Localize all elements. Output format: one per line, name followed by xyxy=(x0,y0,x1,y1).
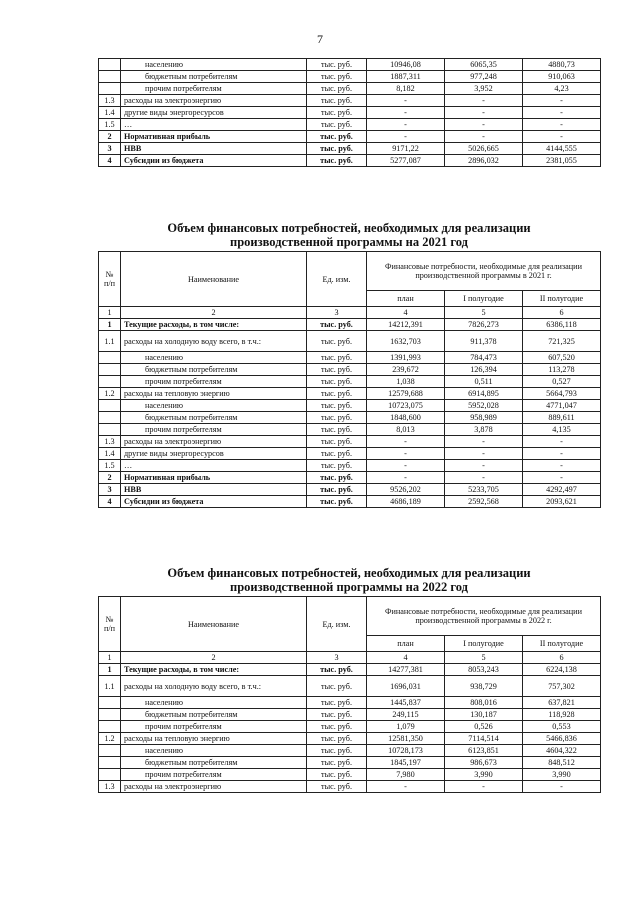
row-name: Нормативная прибыль xyxy=(121,472,307,484)
row-name: расходы на тепловую энергию xyxy=(121,388,307,400)
row-name: другие виды энергоресурсов xyxy=(121,448,307,460)
table-row xyxy=(99,757,601,769)
row-unit: тыс. руб. xyxy=(307,733,367,745)
row-name: Текущие расходы, в том числе: xyxy=(121,319,307,331)
row-half1: 5952,028 xyxy=(445,400,523,412)
header-financial-needs: Финансовые потребности, необходимые для реализации производственной программы в 2021 г. xyxy=(367,252,601,291)
table-row xyxy=(99,83,601,95)
table-row xyxy=(99,412,601,424)
row-number xyxy=(99,400,121,412)
row-name: населению xyxy=(121,697,307,709)
row-half1: 3,952 xyxy=(445,83,523,95)
row-half2: 118,928 xyxy=(523,709,601,721)
row-half1: 130,187 xyxy=(445,709,523,721)
table-row xyxy=(99,331,601,352)
table-row xyxy=(99,745,601,757)
row-number xyxy=(99,71,121,83)
table-row xyxy=(99,95,601,107)
row-half2: 0,527 xyxy=(523,376,601,388)
row-half1: 2896,032 xyxy=(445,155,523,167)
row-name: расходы на электроэнергию xyxy=(121,95,307,107)
row-name: прочим потребителям xyxy=(121,721,307,733)
row-plan: 14277,381 xyxy=(367,664,445,676)
header-num: № п/п xyxy=(99,252,121,307)
row-number: 1.1 xyxy=(99,331,121,352)
row-unit: тыс. руб. xyxy=(307,364,367,376)
table-row xyxy=(99,448,601,460)
row-plan: 10946,08 xyxy=(367,59,445,71)
row-half1: 808,016 xyxy=(445,697,523,709)
table-2022-header xyxy=(99,597,601,664)
row-number xyxy=(99,59,121,71)
row-half1: 986,673 xyxy=(445,757,523,769)
row-half1: 3,990 xyxy=(445,769,523,781)
row-half2: 5664,793 xyxy=(523,388,601,400)
row-half2: 6224,138 xyxy=(523,664,601,676)
row-name: расходы на электроэнергию xyxy=(121,436,307,448)
row-unit: тыс. руб. xyxy=(307,769,367,781)
row-unit: тыс. руб. xyxy=(307,119,367,131)
table-row xyxy=(99,131,601,143)
row-number xyxy=(99,745,121,757)
row-number: 1 xyxy=(99,319,121,331)
row-plan: 8,013 xyxy=(367,424,445,436)
financial-needs-2022-table xyxy=(98,596,601,793)
row-half1: 6914,895 xyxy=(445,388,523,400)
row-plan: - xyxy=(367,436,445,448)
row-unit: тыс. руб. xyxy=(307,388,367,400)
header-half1: I полугодие xyxy=(445,291,523,307)
column-index: 1 xyxy=(99,652,121,664)
row-plan: 249,115 xyxy=(367,709,445,721)
row-unit: тыс. руб. xyxy=(307,721,367,733)
row-half2: 4292,497 xyxy=(523,484,601,496)
header-half1: I полугодие xyxy=(445,636,523,652)
column-index: 5 xyxy=(445,652,523,664)
column-index: 2 xyxy=(121,307,307,319)
row-unit: тыс. руб. xyxy=(307,709,367,721)
row-unit: тыс. руб. xyxy=(307,155,367,167)
header-plan: план xyxy=(367,636,445,652)
row-name: бюджетным потребителям xyxy=(121,71,307,83)
top-continuation-table xyxy=(98,58,601,167)
row-number xyxy=(99,83,121,95)
table-row xyxy=(99,388,601,400)
row-name: бюджетным потребителям xyxy=(121,412,307,424)
row-plan: - xyxy=(367,460,445,472)
row-unit: тыс. руб. xyxy=(307,376,367,388)
row-unit: тыс. руб. xyxy=(307,352,367,364)
row-half2: 2093,621 xyxy=(523,496,601,508)
row-name: населению xyxy=(121,745,307,757)
row-unit: тыс. руб. xyxy=(307,131,367,143)
row-half1: - xyxy=(445,448,523,460)
row-plan: 5277,087 xyxy=(367,155,445,167)
row-plan: 9526,202 xyxy=(367,484,445,496)
row-plan: 1,038 xyxy=(367,376,445,388)
row-unit: тыс. руб. xyxy=(307,484,367,496)
row-plan: - xyxy=(367,95,445,107)
row-name: расходы на электроэнергию xyxy=(121,781,307,793)
header-name: Наименование xyxy=(121,252,307,307)
row-plan: 12579,688 xyxy=(367,388,445,400)
row-plan: 1696,031 xyxy=(367,676,445,697)
section-2021-title xyxy=(98,221,600,249)
section-2022-title xyxy=(98,566,600,594)
row-number: 2 xyxy=(99,472,121,484)
row-plan: 10728,173 xyxy=(367,745,445,757)
table-row xyxy=(99,155,601,167)
row-half2: 0,553 xyxy=(523,721,601,733)
table-row xyxy=(99,664,601,676)
row-number xyxy=(99,352,121,364)
table-row xyxy=(99,676,601,697)
row-half1: 0,526 xyxy=(445,721,523,733)
column-index: 4 xyxy=(367,307,445,319)
row-name: НВВ xyxy=(121,484,307,496)
row-number xyxy=(99,697,121,709)
row-name: Субсидии из бюджета xyxy=(121,496,307,508)
row-name: Нормативная прибыль xyxy=(121,131,307,143)
row-half1: 7114,514 xyxy=(445,733,523,745)
row-plan: - xyxy=(367,472,445,484)
row-half2: 721,325 xyxy=(523,331,601,352)
row-number: 1.3 xyxy=(99,436,121,448)
row-plan: 10723,075 xyxy=(367,400,445,412)
row-name: бюджетным потребителям xyxy=(121,709,307,721)
row-name: Субсидии из бюджета xyxy=(121,155,307,167)
row-unit: тыс. руб. xyxy=(307,781,367,793)
row-half1: - xyxy=(445,436,523,448)
row-name: … xyxy=(121,460,307,472)
row-half1: 8053,243 xyxy=(445,664,523,676)
row-number: 1 xyxy=(99,664,121,676)
column-index: 6 xyxy=(523,307,601,319)
financial-needs-2021-table xyxy=(98,251,601,508)
row-name: расходы на холодную воду всего, в т.ч.: xyxy=(121,331,307,352)
row-half1: 938,729 xyxy=(445,676,523,697)
row-plan: 1445,837 xyxy=(367,697,445,709)
row-plan: - xyxy=(367,119,445,131)
row-half2: - xyxy=(523,95,601,107)
row-plan: 8,182 xyxy=(367,83,445,95)
row-number: 4 xyxy=(99,155,121,167)
row-half1: 958,989 xyxy=(445,412,523,424)
row-plan: - xyxy=(367,107,445,119)
row-number: 1.1 xyxy=(99,676,121,697)
row-name: … xyxy=(121,119,307,131)
row-half1: - xyxy=(445,119,523,131)
row-plan: 1845,197 xyxy=(367,757,445,769)
table-row xyxy=(99,697,601,709)
table-row xyxy=(99,143,601,155)
row-name: расходы на холодную воду всего, в т.ч.: xyxy=(121,676,307,697)
row-half2: 4771,047 xyxy=(523,400,601,412)
table-row xyxy=(99,107,601,119)
row-number: 1.5 xyxy=(99,460,121,472)
row-number xyxy=(99,757,121,769)
table-row xyxy=(99,71,601,83)
row-half2: 4604,322 xyxy=(523,745,601,757)
row-number: 1.2 xyxy=(99,388,121,400)
row-half2: 5466,836 xyxy=(523,733,601,745)
table-row xyxy=(99,319,601,331)
row-half2: 637,821 xyxy=(523,697,601,709)
row-unit: тыс. руб. xyxy=(307,424,367,436)
row-plan: 7,980 xyxy=(367,769,445,781)
row-half1: 7826,273 xyxy=(445,319,523,331)
row-name: бюджетным потребителям xyxy=(121,757,307,769)
row-name: расходы на тепловую энергию xyxy=(121,733,307,745)
row-plan: 1887,311 xyxy=(367,71,445,83)
column-index: 1 xyxy=(99,307,121,319)
row-unit: тыс. руб. xyxy=(307,319,367,331)
row-number: 1.2 xyxy=(99,733,121,745)
row-number xyxy=(99,424,121,436)
row-number xyxy=(99,721,121,733)
row-half1: 977,248 xyxy=(445,71,523,83)
table-row xyxy=(99,364,601,376)
row-half1: 6123,851 xyxy=(445,745,523,757)
row-half2: 3,990 xyxy=(523,769,601,781)
table-row xyxy=(99,781,601,793)
row-name: Текущие расходы, в том числе: xyxy=(121,664,307,676)
row-plan: - xyxy=(367,448,445,460)
row-number xyxy=(99,412,121,424)
row-name: бюджетным потребителям xyxy=(121,364,307,376)
row-unit: тыс. руб. xyxy=(307,331,367,352)
row-half1: 2592,568 xyxy=(445,496,523,508)
row-half1: 784,473 xyxy=(445,352,523,364)
table-row xyxy=(99,59,601,71)
row-half2: 910,063 xyxy=(523,71,601,83)
row-plan: - xyxy=(367,781,445,793)
row-unit: тыс. руб. xyxy=(307,400,367,412)
row-unit: тыс. руб. xyxy=(307,472,367,484)
row-half2: 4,23 xyxy=(523,83,601,95)
row-half1: - xyxy=(445,95,523,107)
column-index: 6 xyxy=(523,652,601,664)
row-half1: 126,394 xyxy=(445,364,523,376)
row-plan: 4686,189 xyxy=(367,496,445,508)
row-name: другие виды энергоресурсов xyxy=(121,107,307,119)
row-half1: 0,511 xyxy=(445,376,523,388)
page-number: 7 xyxy=(317,32,323,46)
table-2022-body xyxy=(99,664,601,793)
row-half2: 4144,555 xyxy=(523,143,601,155)
row-half2: 4880,73 xyxy=(523,59,601,71)
row-unit: тыс. руб. xyxy=(307,745,367,757)
table-row xyxy=(99,472,601,484)
row-name: населению xyxy=(121,400,307,412)
row-number: 4 xyxy=(99,496,121,508)
row-plan: 14212,391 xyxy=(367,319,445,331)
table-row xyxy=(99,721,601,733)
row-half2: - xyxy=(523,460,601,472)
table-row xyxy=(99,424,601,436)
row-half2: - xyxy=(523,436,601,448)
row-half2: 757,302 xyxy=(523,676,601,697)
table-row xyxy=(99,460,601,472)
row-half1: 911,378 xyxy=(445,331,523,352)
header-num: № п/п xyxy=(99,597,121,652)
row-number: 3 xyxy=(99,143,121,155)
row-half2: 607,520 xyxy=(523,352,601,364)
row-name: населению xyxy=(121,59,307,71)
row-half1: - xyxy=(445,131,523,143)
row-unit: тыс. руб. xyxy=(307,664,367,676)
row-plan: 1632,703 xyxy=(367,331,445,352)
column-index: 4 xyxy=(367,652,445,664)
row-unit: тыс. руб. xyxy=(307,143,367,155)
table-row xyxy=(99,400,601,412)
row-number: 1.5 xyxy=(99,119,121,131)
row-half1: - xyxy=(445,472,523,484)
row-unit: тыс. руб. xyxy=(307,460,367,472)
row-half1: 6065,35 xyxy=(445,59,523,71)
row-half1: 5233,705 xyxy=(445,484,523,496)
row-unit: тыс. руб. xyxy=(307,697,367,709)
row-half2: 113,278 xyxy=(523,364,601,376)
top-table-body xyxy=(99,59,601,167)
row-unit: тыс. руб. xyxy=(307,448,367,460)
row-number: 1.4 xyxy=(99,107,121,119)
row-half1: - xyxy=(445,460,523,472)
row-number xyxy=(99,376,121,388)
row-half1: - xyxy=(445,107,523,119)
row-half2: 4,135 xyxy=(523,424,601,436)
table-row xyxy=(99,436,601,448)
row-half2: 848,512 xyxy=(523,757,601,769)
row-unit: тыс. руб. xyxy=(307,412,367,424)
row-half2: - xyxy=(523,131,601,143)
row-name: прочим потребителям xyxy=(121,769,307,781)
table-2021-header xyxy=(99,252,601,319)
row-half1: - xyxy=(445,781,523,793)
header-financial-needs: Финансовые потребности, необходимые для реализации производственной программы в 2022 г. xyxy=(367,597,601,636)
row-unit: тыс. руб. xyxy=(307,676,367,697)
column-index: 3 xyxy=(307,652,367,664)
row-unit: тыс. руб. xyxy=(307,436,367,448)
row-half2: - xyxy=(523,781,601,793)
row-half2: 889,611 xyxy=(523,412,601,424)
table-row xyxy=(99,733,601,745)
row-half2: - xyxy=(523,107,601,119)
row-unit: тыс. руб. xyxy=(307,107,367,119)
section-2021-title-line2: производственной программы на 2021 год xyxy=(230,235,468,249)
row-plan: 12581,350 xyxy=(367,733,445,745)
header-unit: Ед. изм. xyxy=(307,252,367,307)
row-unit: тыс. руб. xyxy=(307,496,367,508)
row-half2: - xyxy=(523,472,601,484)
row-number: 1.4 xyxy=(99,448,121,460)
header-half2: II полугодие xyxy=(523,636,601,652)
row-half2: - xyxy=(523,119,601,131)
row-plan: 1848,600 xyxy=(367,412,445,424)
header-plan: план xyxy=(367,291,445,307)
row-name: НВВ xyxy=(121,143,307,155)
row-name: прочим потребителям xyxy=(121,376,307,388)
row-plan: 1391,993 xyxy=(367,352,445,364)
table-row xyxy=(99,484,601,496)
row-number: 3 xyxy=(99,484,121,496)
row-half2: 6386,118 xyxy=(523,319,601,331)
row-half1: 3,878 xyxy=(445,424,523,436)
row-half2: 2381,055 xyxy=(523,155,601,167)
column-index: 5 xyxy=(445,307,523,319)
row-number: 2 xyxy=(99,131,121,143)
table-2021-body xyxy=(99,319,601,508)
table-row xyxy=(99,709,601,721)
row-unit: тыс. руб. xyxy=(307,95,367,107)
row-unit: тыс. руб. xyxy=(307,757,367,769)
section-2021-title-line1: Объем финансовых потребностей, необходимых для реализации xyxy=(167,221,531,235)
header-half2: II полугодие xyxy=(523,291,601,307)
row-name: прочим потребителям xyxy=(121,83,307,95)
row-number xyxy=(99,364,121,376)
section-2022-title-line2: производственной программы на 2022 год xyxy=(230,580,468,594)
column-index: 3 xyxy=(307,307,367,319)
row-unit: тыс. руб. xyxy=(307,71,367,83)
row-unit: тыс. руб. xyxy=(307,59,367,71)
header-name: Наименование xyxy=(121,597,307,652)
table-row xyxy=(99,496,601,508)
row-plan: 9171,22 xyxy=(367,143,445,155)
row-plan: 239,672 xyxy=(367,364,445,376)
row-plan: 1,079 xyxy=(367,721,445,733)
table-row xyxy=(99,769,601,781)
row-plan: - xyxy=(367,131,445,143)
row-number: 1.3 xyxy=(99,95,121,107)
header-unit: Ед. изм. xyxy=(307,597,367,652)
table-row xyxy=(99,352,601,364)
section-2022-title-line1: Объем финансовых потребностей, необходимых для реализации xyxy=(167,566,531,580)
row-number: 1.3 xyxy=(99,781,121,793)
row-unit: тыс. руб. xyxy=(307,83,367,95)
row-number xyxy=(99,769,121,781)
table-row xyxy=(99,119,601,131)
table-row xyxy=(99,376,601,388)
row-half2: - xyxy=(523,448,601,460)
column-index: 2 xyxy=(121,652,307,664)
row-name: прочим потребителям xyxy=(121,424,307,436)
row-name: населению xyxy=(121,352,307,364)
row-half1: 5026,665 xyxy=(445,143,523,155)
row-number xyxy=(99,709,121,721)
